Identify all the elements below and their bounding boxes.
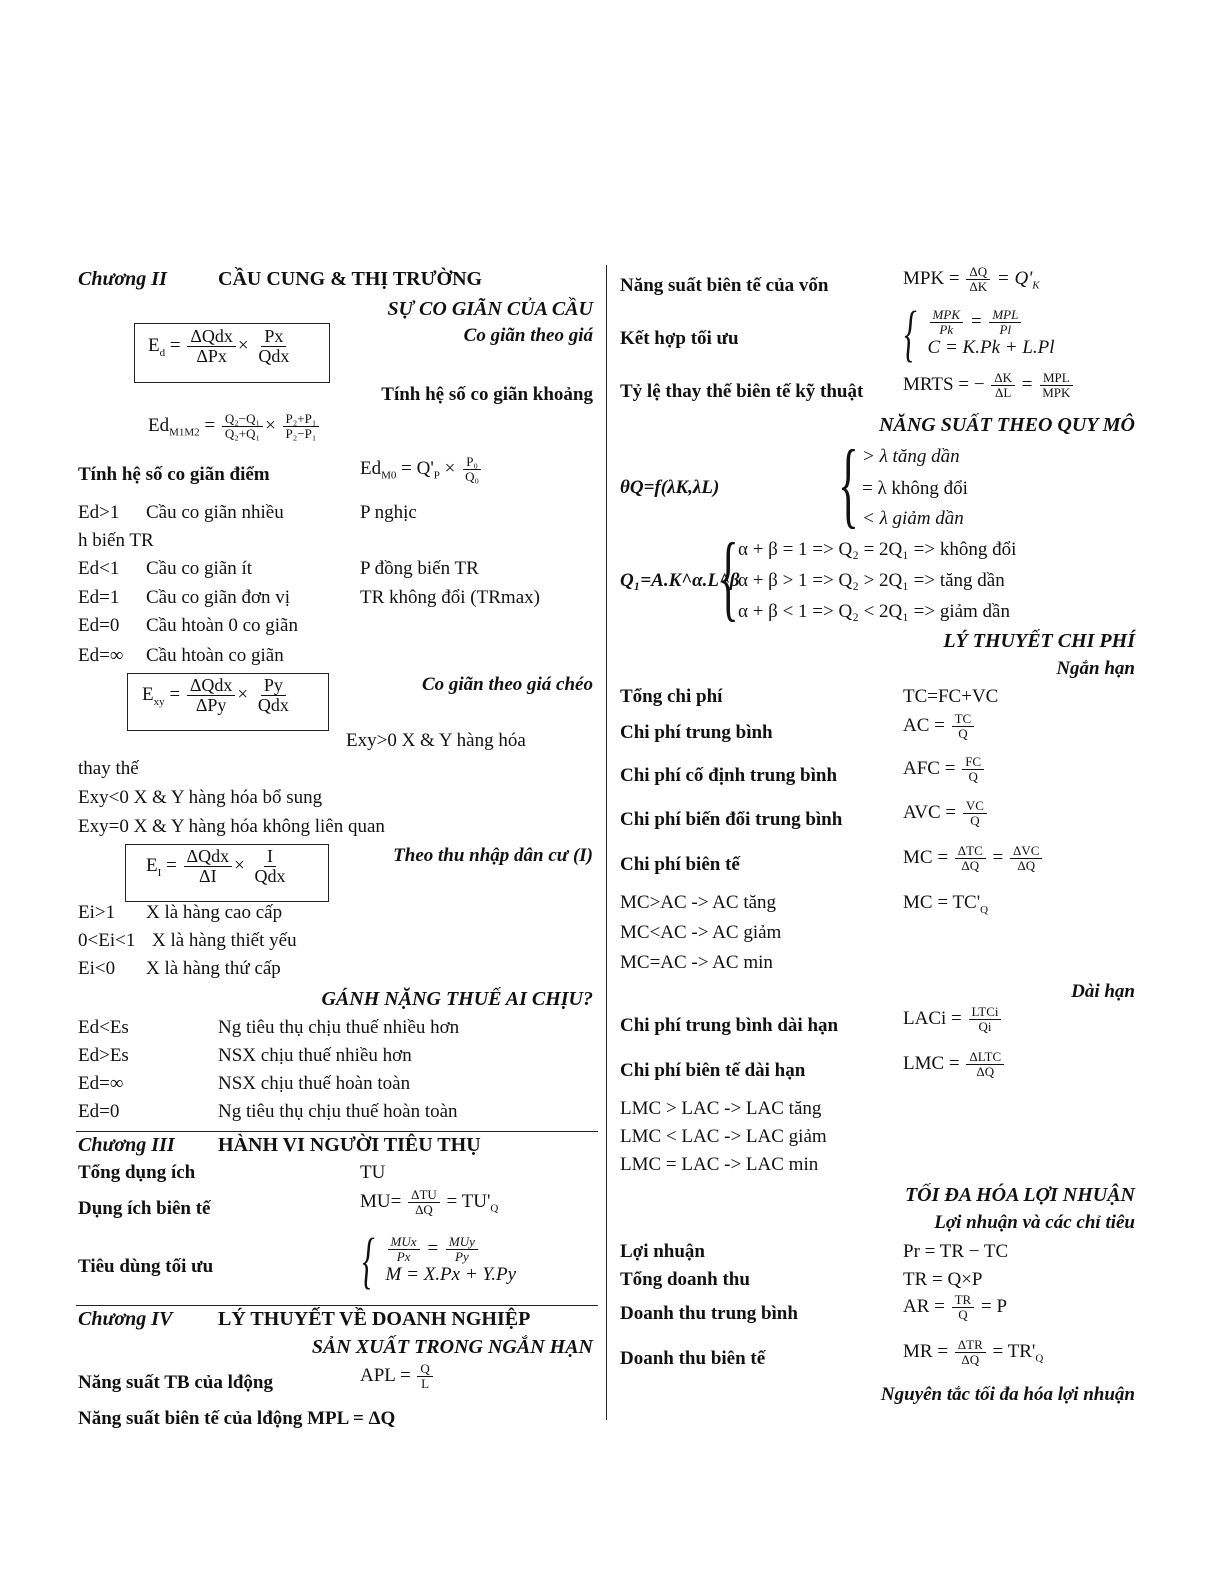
afc-formula: AFC = $\frac{FC}{Q}$ — [903, 755, 986, 784]
point-elasticity-label: Tính hệ số co giãn điểm — [78, 464, 270, 485]
mpk-label: Năng suất biên tế của vốn — [620, 275, 829, 296]
cross-elasticity-label: Co giãn theo giá chéo — [421, 674, 593, 695]
mc-row: MC=AC -> AC min — [620, 952, 773, 973]
mc-label: Chi phí biên tế — [620, 854, 740, 875]
ed-row: Cầu co giãn đơn vị — [146, 587, 291, 608]
lmc-formula: LMC = ΔLTC ΔQ — [903, 1050, 1006, 1079]
chapter-2-label: Chương II — [78, 268, 167, 290]
mc-row: MC<AC -> AC giảm — [620, 922, 782, 943]
ed-row: TR không đổi (TRmax) — [360, 587, 540, 608]
mr-formula: MR = ΔTR ΔQ = $TR'_Q$ — [903, 1337, 1044, 1367]
ei-row: 0<Ei<1 — [78, 930, 136, 951]
tax-row: Ed=∞ — [78, 1073, 124, 1094]
ed-row: Cầu htoàn co giãn — [146, 645, 284, 666]
tax-row: Ed>Es — [78, 1045, 129, 1066]
ei-row: Ei>1 — [78, 902, 116, 923]
elasticity-heading: SỰ CO GIÃN CỦA CẦU — [387, 298, 593, 320]
chapter-3-title: HÀNH VI NGƯỜI TIÊU THỤ — [218, 1134, 481, 1156]
short-run-label: Ngắn hạn — [1056, 658, 1135, 679]
chapter-4-divider — [76, 1305, 598, 1306]
profit-heading: TỐI ĐA HÓA LỢI NHUẬN — [904, 1184, 1135, 1206]
ar-label: Doanh thu trung bình — [620, 1303, 798, 1324]
tr-value: TR = Q×P — [903, 1269, 983, 1290]
scale-case: = λ không đổi — [862, 478, 968, 499]
lmc-row: LMC < LAC -> LAC giảm — [620, 1126, 827, 1147]
ed-row: P đồng biến TR — [360, 558, 479, 579]
ed-row: Ed=1 — [78, 587, 120, 608]
lmc-label: Chi phí biên tế dài hạn — [620, 1060, 806, 1081]
ed-row: Cầu htoàn 0 co giãn — [146, 615, 298, 636]
apl-label: Năng suất TB của lđộng — [78, 1372, 273, 1393]
mpk-formula: MPK = $\frac{\Delta Q}{\Delta K}$ = $Q'_K$ — [903, 264, 1040, 294]
exy-positive: Exy>0 X & Y hàng hóa — [346, 730, 526, 751]
profit-principle-heading: Nguyên tắc tối đa hóa lợi nhuận — [880, 1384, 1135, 1405]
ed-row: Ed<1 — [78, 558, 120, 579]
avc-label: Chi phí biến đổi trung bình — [620, 809, 843, 830]
cobb-case: α + β = 1 => Q₂ = 2Q₁ => không đổi — [738, 539, 1017, 560]
mrts-label: Tỷ lệ thay thế biên tế kỹ thuật — [620, 381, 864, 402]
cobb-case: α + β > 1 => Q₂ > 2Q₁ => tăng dần — [738, 570, 1005, 591]
point-formula: $Ed_{M0} = Q'_P$ × $\frac{\text{P₀}}{\text{Q₀}}$ — [360, 454, 480, 484]
tc-label: Tổng chi phí — [620, 686, 723, 707]
chapter-2-title: CẦU CUNG & THỊ TRƯỜNG — [218, 268, 483, 290]
scale-label: θQ=f(λK,λL) — [620, 477, 720, 498]
optimal-combination-label: Kết hợp tối ưu — [620, 328, 739, 349]
ed-row: Cầu co giãn nhiều — [146, 502, 284, 523]
lac-label: Chi phí trung bình dài hạn — [620, 1015, 839, 1036]
tax-row: Ng tiêu thụ chịu thuế hoàn toàn — [218, 1101, 458, 1122]
scale-case: < λ giảm dần — [862, 508, 964, 529]
ed-row: Cầu co giãn ít — [146, 558, 253, 579]
optimal-consumption-label: Tiêu dùng tối ưu — [78, 1256, 214, 1277]
chapter-3-label: Chương III — [78, 1134, 175, 1156]
column-divider — [606, 265, 607, 1420]
ed-row: Ed>1 — [78, 502, 120, 523]
long-run-label: Dài hạn — [1071, 981, 1135, 1002]
cobb-case: α + β < 1 => Q₂ < 2Q₁ => giảm dần — [738, 601, 1010, 622]
cross-formula: $E_{xy}$ = ΔQdx ΔPy × Py Qdx — [142, 675, 289, 715]
optimal-consumption-system: { MUx Px = MUy Py M = X.Px + Y.Py — [362, 1227, 517, 1295]
mrts-formula: MRTS = − $\frac{\Delta K}{\Delta L}$ = MPL MPK — [903, 371, 1075, 400]
ei-row: X là hàng cao cấp — [146, 902, 283, 923]
mc-row: MC>AC -> AC tăng — [620, 892, 777, 913]
ed-row: Ed=∞ — [78, 645, 124, 666]
ac-formula: AC = $\frac{TC}{Q}$ — [903, 712, 976, 741]
tax-row: NSX chịu thuế nhiều hơn — [218, 1045, 412, 1066]
price-elasticity-label: Co giãn theo giá — [463, 325, 593, 346]
tc-value: TC=FC+VC — [903, 686, 999, 707]
ei-row: Ei<0 — [78, 958, 116, 979]
scale-heading: NĂNG SUẤT THEO QUY MÔ — [879, 414, 1135, 436]
lac-formula: LACi = LTCi Qi — [903, 1005, 1003, 1034]
cobb-brace-icon: { — [718, 523, 739, 630]
tax-heading: GÁNH NẶNG THUẾ AI CHỊU? — [321, 988, 593, 1010]
ed-row: h biến TR — [78, 530, 154, 551]
mr-label: Doanh thu biên tế — [620, 1348, 766, 1369]
left-brace-icon: { — [904, 300, 917, 368]
chapter-4-label: Chương IV — [78, 1308, 173, 1330]
marginal-utility-label: Dụng ích biên tế — [78, 1198, 211, 1219]
mc-derivative: MC = $TC'_Q$ — [903, 892, 989, 916]
tax-row: Ng tiêu thụ chịu thuế nhiều hơn — [218, 1017, 460, 1038]
exy-negative: Exy<0 X & Y hàng hóa bổ sung — [78, 787, 323, 808]
cobb-douglas-label: Q₁=A.K^α.L^β — [620, 570, 740, 591]
profit-label: Lợi nhuận — [620, 1241, 705, 1262]
chapter-4-title: LÝ THUYẾT VỀ DOANH NGHIỆP — [218, 1308, 531, 1330]
total-utility-value: TU — [360, 1162, 386, 1183]
lmc-row: LMC = LAC -> LAC min — [620, 1154, 819, 1175]
mc-formula: MC = ΔTC ΔQ = ΔVC ΔQ — [903, 844, 1044, 873]
afc-label: Chi phí cố định trung bình — [620, 765, 838, 786]
scale-case: > λ tăng dần — [862, 446, 960, 467]
exy-positive-cont: thay thế — [78, 758, 139, 779]
avc-formula: AVC = $\frac{VC}{Q}$ — [903, 799, 989, 828]
tax-row: NSX chịu thuế hoàn toàn — [218, 1073, 411, 1094]
apl-formula: APL = $\frac{Q}{L}$ — [360, 1362, 435, 1391]
ei-row: X là hàng thứ cấp — [146, 958, 281, 979]
ei-row: X là hàng thiết yếu — [152, 930, 297, 951]
ar-formula: AR = $\frac{TR}{Q}$ = P — [903, 1292, 1008, 1322]
scale-brace-icon: { — [838, 430, 859, 537]
marginal-utility-formula: MU= ΔTU ΔQ = $TU'_Q$ — [360, 1187, 499, 1217]
ed-row: P nghịc — [360, 502, 417, 523]
cut-off-line: Năng suất biên tế của lđộng MPL = ΔQ — [78, 1408, 396, 1429]
chapter-3-divider — [76, 1131, 598, 1132]
profit-value: Pr = TR − TC — [903, 1241, 1009, 1262]
ac-label: Chi phí trung bình — [620, 722, 773, 743]
tax-row: Ed=0 — [78, 1101, 120, 1122]
total-utility-label: Tổng dụng ích — [78, 1162, 196, 1183]
lmc-row: LMC > LAC -> LAC tăng — [620, 1098, 822, 1119]
left-brace-icon: { — [362, 1227, 375, 1295]
cost-heading: LÝ THUYẾT CHI PHÍ — [943, 630, 1135, 652]
exy-zero: Exy=0 X & Y hàng hóa không liên quan — [78, 816, 385, 837]
tax-row: Ed<Es — [78, 1017, 129, 1038]
arc-formula: $Ed_{M1M2}$ = $\frac{\text{Q₂−Q₁}}{\text{Q₂+Q₁}}$ × $\frac{\text{P₂+P₁}}{\text{P₂−P₁}}$ — [148, 412, 321, 441]
tr-label: Tổng doanh thu — [620, 1269, 750, 1290]
income-elasticity-label: Theo thu nhập dân cư (I) — [393, 845, 593, 866]
income-formula: $E_I$ = ΔQdx ΔI × I Qdx — [146, 846, 286, 886]
ed-formula: $E_d$ = ΔQdx ΔPx × Px Qdx — [148, 326, 290, 366]
ed-row: Ed=0 — [78, 615, 120, 636]
profit-subheading: Lợi nhuận và các chỉ tiêu — [934, 1212, 1135, 1233]
optimal-combination-system: { MPK Pk = MPL Pl C = K.Pk + L.Pl — [904, 300, 1055, 368]
short-run-heading: SẢN XUẤT TRONG NGẮN HẠN — [311, 1336, 593, 1358]
arc-elasticity-label: Tính hệ số co giãn khoảng — [381, 384, 593, 405]
